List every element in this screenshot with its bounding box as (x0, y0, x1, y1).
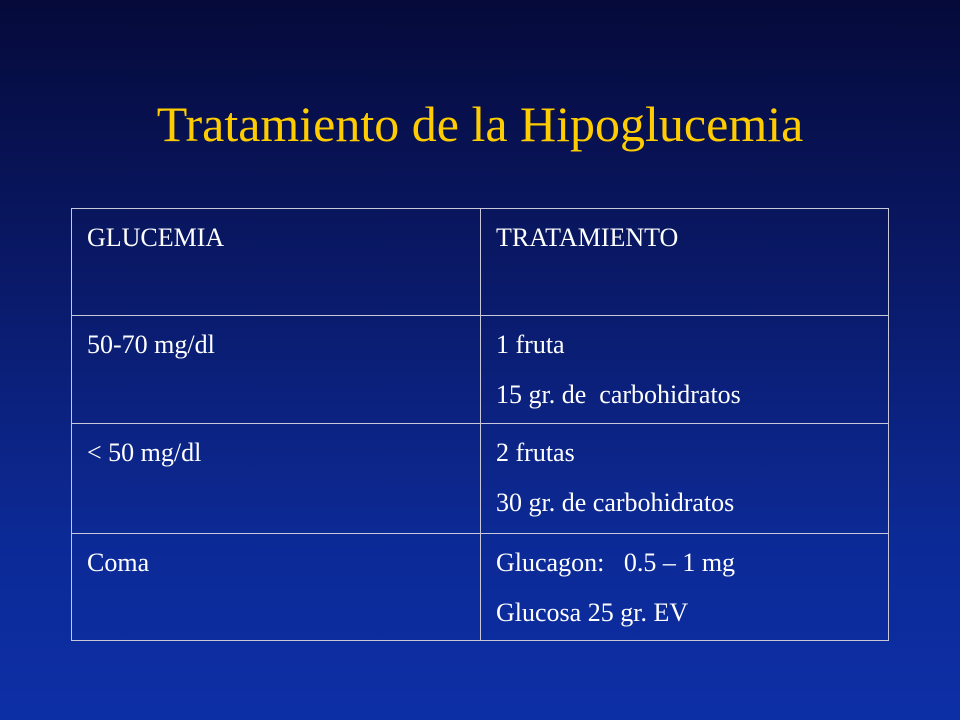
table-row (72, 316, 889, 424)
tratamiento-cell (481, 534, 889, 641)
glucemia-cell (72, 424, 481, 534)
header-tratamiento-label: TRATAMIENTO (496, 223, 679, 252)
glucemia-value: < 50 mg/dl (87, 438, 202, 467)
glucemia-value: 50-70 mg/dl (87, 330, 215, 359)
table-row (72, 534, 889, 641)
glucemia-cell (72, 534, 481, 641)
tratamiento-line: 15 gr. de carbohidratos (496, 380, 741, 409)
tratamiento-line: 1 fruta (496, 330, 565, 359)
hypoglycemia-treatment-table (71, 208, 889, 641)
tratamiento-cell (481, 424, 889, 534)
glucemia-cell (72, 316, 481, 424)
tratamiento-line: Glucosa 25 gr. EV (496, 598, 689, 627)
header-tratamiento (481, 209, 889, 316)
header-glucemia (72, 209, 481, 316)
tratamiento-cell (481, 316, 889, 424)
table-header-row (72, 209, 889, 316)
table-row (72, 424, 889, 534)
tratamiento-line: 30 gr. de carbohidratos (496, 488, 735, 517)
header-glucemia-label: GLUCEMIA (87, 223, 225, 252)
slide-title: Tratamiento de la Hipoglucemia (156, 96, 804, 152)
tratamiento-line: Glucagon: 0.5 – 1 mg (496, 548, 736, 577)
glucemia-value: Coma (87, 548, 150, 577)
tratamiento-line: 2 frutas (496, 438, 575, 467)
